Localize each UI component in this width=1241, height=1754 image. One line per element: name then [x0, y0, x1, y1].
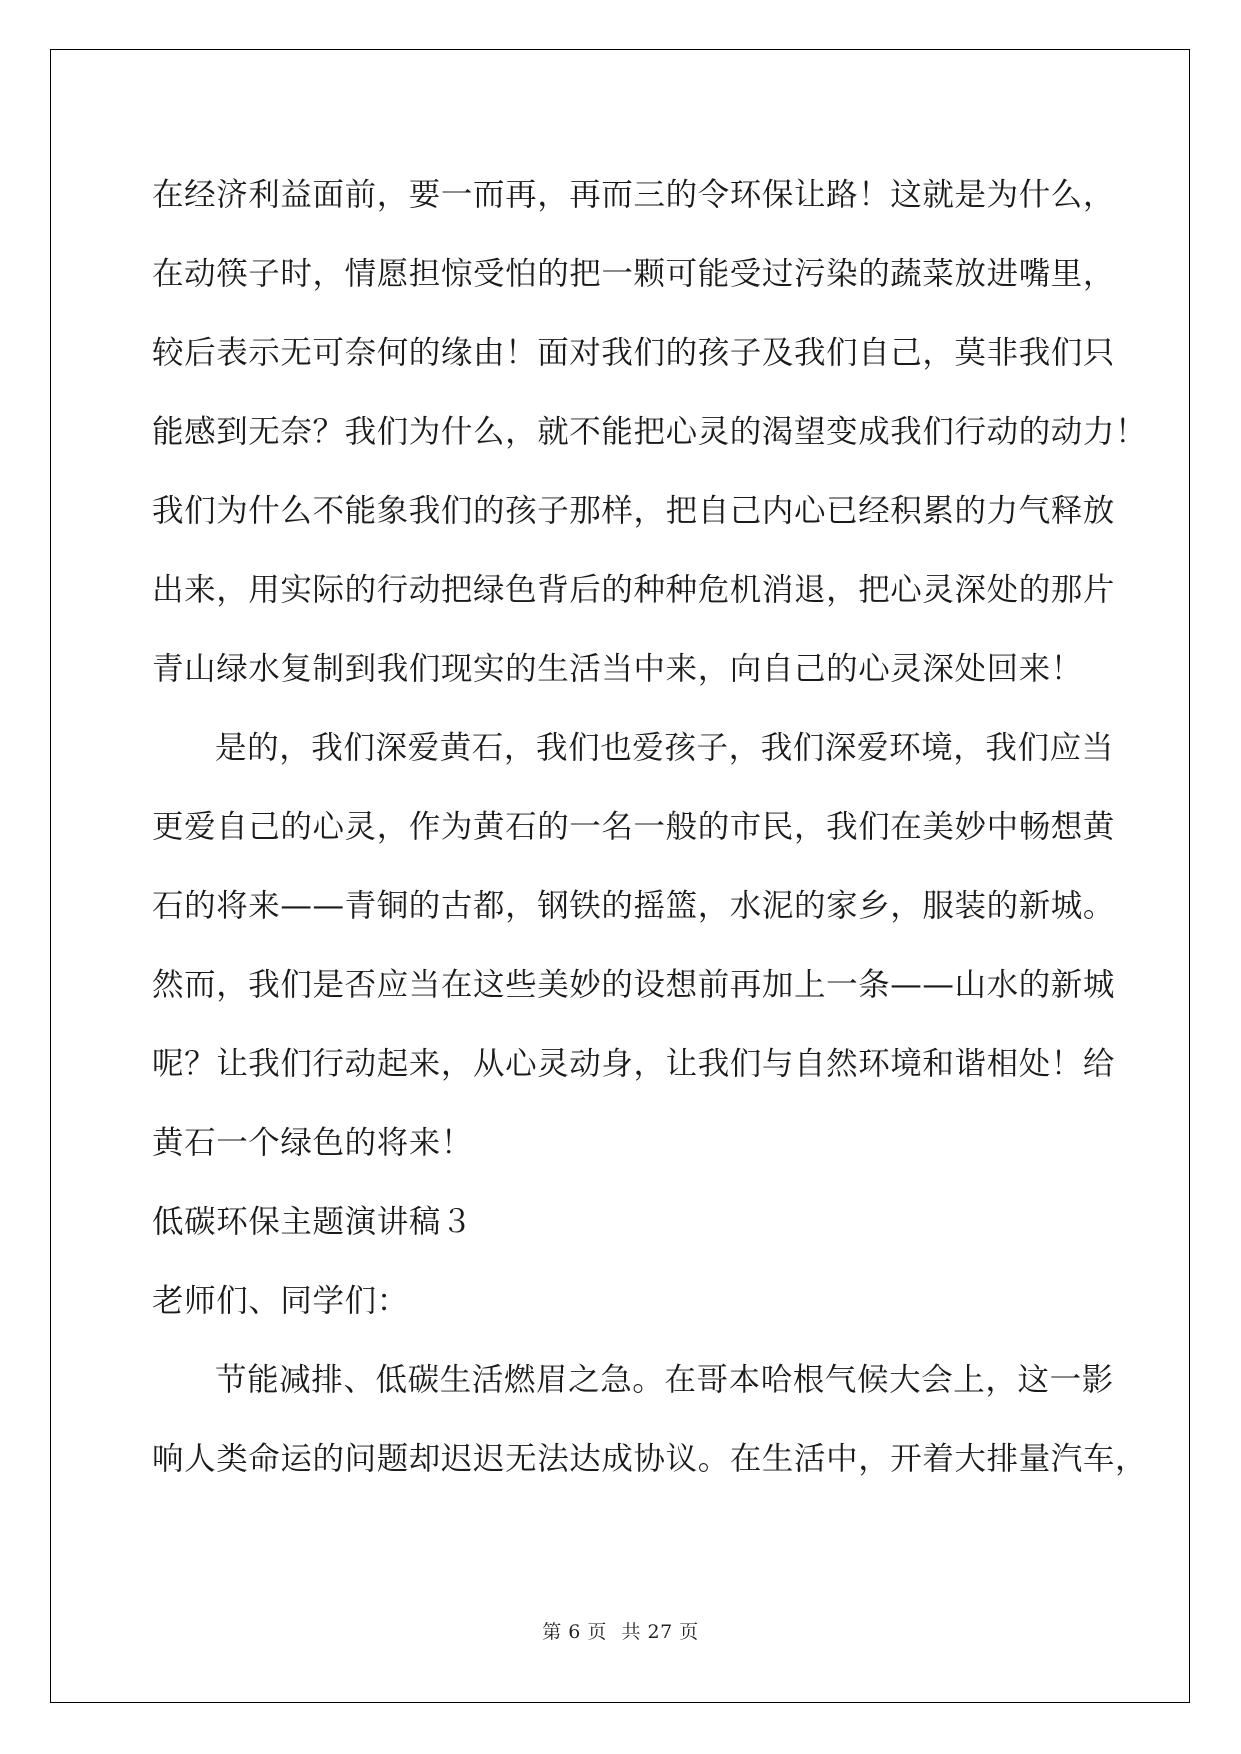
section-heading: 低碳环保主题演讲稿３	[152, 1204, 474, 1240]
text-line: 然而，我们是否应当在这些美妙的设想前再加上一条——山水的新城	[152, 967, 1116, 1003]
total-pages: 共 27 页	[621, 1621, 699, 1643]
paragraph-start-line: 节能减排、低碳生活燃眉之急。在哥本哈根气候大会上，这一影	[215, 1362, 1114, 1398]
text-line: 石的将来——青铜的古都，钢铁的摇篮，水泥的家乡，服装的新城。	[152, 888, 1116, 924]
text-line: 青山绿水复制到我们现实的生活当中来，向自己的心灵深处回来！	[152, 651, 1083, 687]
text-line: 较后表示无可奈何的缘由！面对我们的孩子及我们自己，莫非我们只	[152, 335, 1116, 371]
text-line: 更爱自己的心灵，作为黄石的一名一般的市民，我们在美妙中畅想黄	[152, 809, 1116, 845]
text-line: 出来，用实际的行动把绿色背后的种种危机消退，把心灵深处的那片	[152, 572, 1116, 608]
text-line: 黄石一个绿色的将来！	[152, 1125, 474, 1161]
text-line: 我们为什么不能象我们的孩子那样，把自己内心已经积累的力气释放	[152, 493, 1116, 529]
text-line: 在动筷子时，情愿担惊受怕的把一颗可能受过污染的蔬菜放进嘴里，	[152, 256, 1116, 292]
salutation: 老师们、同学们：	[152, 1283, 409, 1319]
text-line: 能感到无奈？我们为什么，就不能把心灵的渴望变成我们行动的动力！	[152, 414, 1148, 450]
text-line: 在经济利益面前，要一而再，再而三的令环保让路！这就是为什么，	[152, 177, 1116, 213]
text-line: 响人类命运的问题却迟迟无法达成协议。在生活中，开着大排量汽车，	[152, 1441, 1148, 1477]
document-body	[152, 165, 1148, 1508]
text-line: 呢？让我们行动起来，从心灵动身，让我们与自然环境和谐相处！给	[152, 1046, 1116, 1082]
paragraph-start-line: 是的，我们深爱黄石，我们也爱孩子，我们深爱环境，我们应当	[215, 730, 1114, 766]
page-footer	[0, 1617, 1241, 1644]
page-number: 第 6 页	[542, 1621, 607, 1643]
